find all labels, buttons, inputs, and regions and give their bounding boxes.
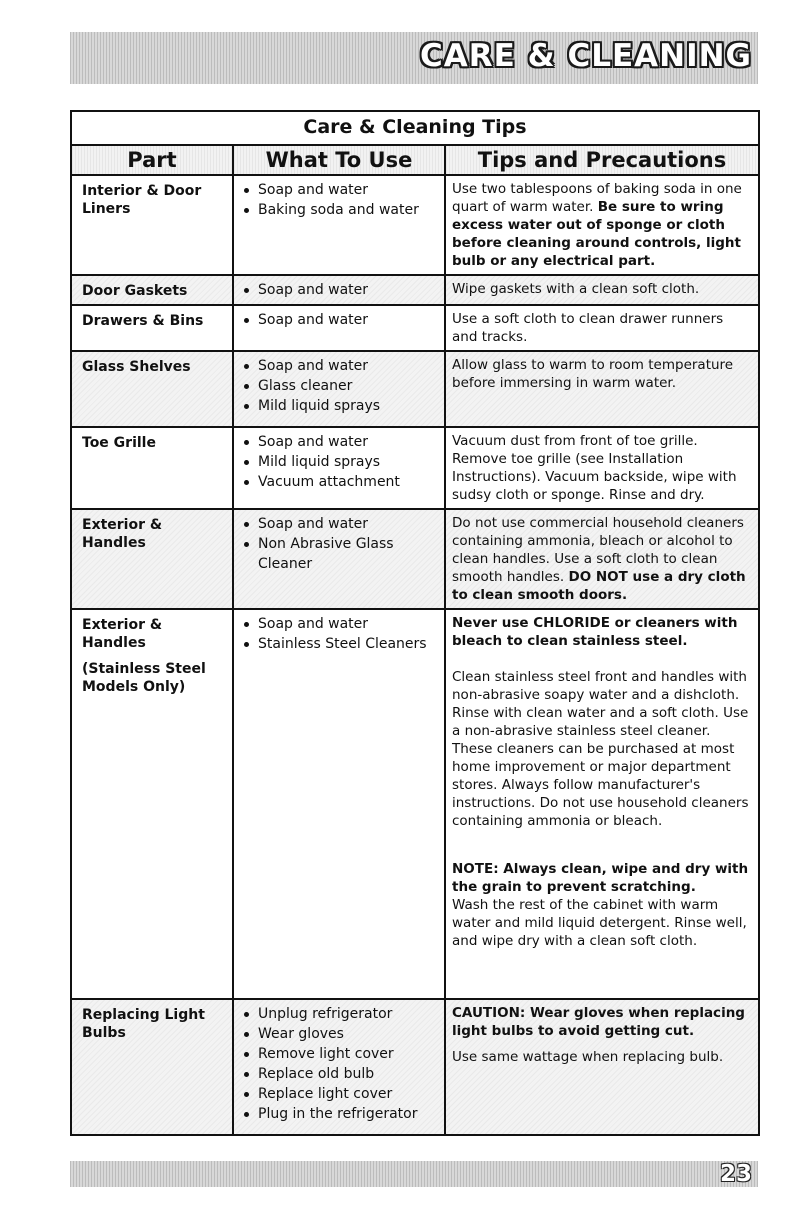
use-item: Replace light cover bbox=[240, 1084, 440, 1104]
tip-cell bbox=[445, 609, 759, 999]
use-item: Wear gloves bbox=[240, 1024, 440, 1044]
part-cell: Glass Shelves bbox=[71, 351, 233, 427]
page-number: 23 bbox=[719, 1161, 752, 1187]
use-cell bbox=[233, 427, 445, 509]
use-item: Soap and water bbox=[240, 310, 440, 330]
tip-cell: Allow glass to warm to room temperature before immersing in warm water. bbox=[445, 351, 759, 427]
table-row bbox=[71, 999, 759, 1135]
tip-warning: Never use CHLORIDE or cleaners with bleach to clean stainless steel. bbox=[452, 615, 738, 649]
part-cell: Exterior & Handles (Stainless Steel Models Only) bbox=[71, 609, 233, 999]
use-item: Non Abrasive Glass Cleaner bbox=[240, 534, 440, 574]
use-item: Vacuum attachment bbox=[240, 472, 440, 492]
use-item: Soap and water bbox=[240, 432, 440, 452]
header-tips: Tips and Precautions bbox=[445, 145, 759, 175]
use-cell bbox=[233, 609, 445, 999]
use-cell bbox=[233, 305, 445, 351]
use-item: Mild liquid sprays bbox=[240, 452, 440, 472]
tip-cell: Wipe gaskets with a clean soft cloth. bbox=[445, 275, 759, 305]
table-row bbox=[71, 427, 759, 509]
tip-cell: Use two tablespoons of baking soda in one quart of warm water. Be sure to wring excess water out of sponge or cloth before cleaning around controls, light bulb or any electrical part. bbox=[445, 175, 759, 275]
header-part: Part bbox=[71, 145, 233, 175]
tip-note-body: Wash the rest of the cabinet with warm water and mild liquid detergent. Rinse well, and wipe dry with a clean soft cloth. bbox=[452, 897, 747, 949]
use-cell bbox=[233, 999, 445, 1135]
section-title: CARE & CLEANING bbox=[420, 38, 752, 74]
use-cell bbox=[233, 351, 445, 427]
part-cell: Interior & Door Liners bbox=[71, 175, 233, 275]
use-cell bbox=[233, 275, 445, 305]
use-item: Replace old bulb bbox=[240, 1064, 440, 1084]
care-cleaning-table bbox=[70, 110, 760, 1136]
tip-cell: Use a soft cloth to clean drawer runners and tracks. bbox=[445, 305, 759, 351]
use-cell bbox=[233, 509, 445, 609]
header-what-to-use: What To Use bbox=[233, 145, 445, 175]
part-cell: Door Gaskets bbox=[71, 275, 233, 305]
table-row bbox=[71, 175, 759, 275]
use-cell bbox=[233, 175, 445, 275]
tip-note: NOTE: Always clean, wipe and dry with the grain to prevent scratching. bbox=[452, 861, 749, 895]
tip-cell bbox=[445, 999, 759, 1135]
use-item: Glass cleaner bbox=[240, 376, 440, 396]
use-item: Soap and water bbox=[240, 356, 440, 376]
part-cell: Drawers & Bins bbox=[71, 305, 233, 351]
use-item: Soap and water bbox=[240, 180, 440, 200]
table-caption: Care & Cleaning Tips bbox=[71, 111, 759, 145]
use-item: Plug in the refrigerator bbox=[240, 1104, 440, 1124]
table-row bbox=[71, 609, 759, 999]
table-row bbox=[71, 275, 759, 305]
table-row bbox=[71, 509, 759, 609]
use-item: Mild liquid sprays bbox=[240, 396, 440, 416]
footer-bar bbox=[70, 1161, 758, 1187]
tip-caution: CAUTION: Wear gloves when replacing light bulbs to avoid getting cut. bbox=[452, 1005, 745, 1039]
tip-body: Clean stainless steel front and handles with non-abrasive soapy water and a dishcloth. Rinse with clean water and a soft cloth. Use a non-abrasive stainless steel cleaner. These cleaners can be purchased at most home improvement or major department stores. Always follow manufacturer's instructions. Do not use household cleaners containing ammonia or bleach. bbox=[452, 669, 749, 829]
use-item: Stainless Steel Cleaners bbox=[240, 634, 440, 654]
part-cell: Exterior & Handles bbox=[71, 509, 233, 609]
part-cell: Replacing Light Bulbs bbox=[71, 999, 233, 1135]
use-item: Soap and water bbox=[240, 514, 440, 534]
part-subtitle: (Stainless Steel Models Only) bbox=[82, 661, 206, 695]
tip-cell: Vacuum dust from front of toe grille. Remove toe grille (see Installation Instructions). Vacuum backside, wipe with sudsy cloth or sponge. Rinse and dry. bbox=[445, 427, 759, 509]
use-item: Unplug refrigerator bbox=[240, 1004, 440, 1024]
title-banner bbox=[70, 32, 758, 84]
tip-cell: Do not use commercial household cleaners containing ammonia, bleach or alcohol to clean handles. Use a soft cloth to clean smooth handles. DO NOT use a dry cloth to clean smooth doors. bbox=[445, 509, 759, 609]
use-item: Soap and water bbox=[240, 614, 440, 634]
part-cell: Toe Grille bbox=[71, 427, 233, 509]
tip-body: Use same wattage when replacing bulb. bbox=[452, 1049, 724, 1065]
use-item: Baking soda and water bbox=[240, 200, 440, 220]
table-row bbox=[71, 305, 759, 351]
use-item: Remove light cover bbox=[240, 1044, 440, 1064]
use-item: Soap and water bbox=[240, 280, 440, 300]
table-row bbox=[71, 351, 759, 427]
